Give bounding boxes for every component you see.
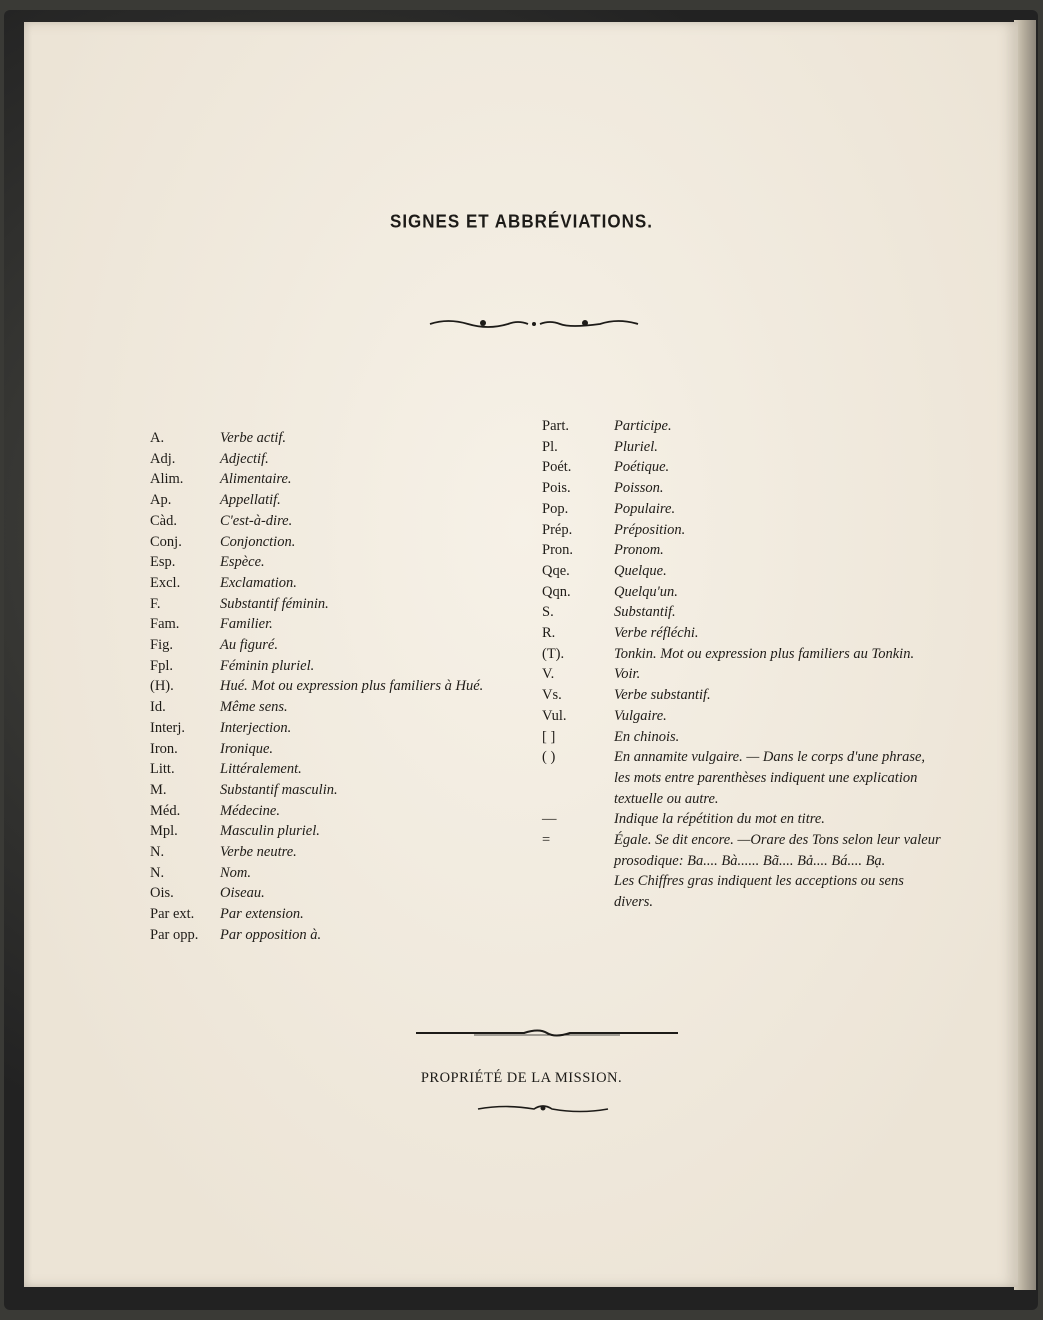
abbreviation-entry xyxy=(542,499,942,520)
definition: Familier. xyxy=(220,616,273,633)
definition: Féminin pluriel. xyxy=(220,657,315,674)
abbreviation-entry xyxy=(542,540,942,561)
definition: Tonkin. Mot ou expression plus familiers au Tonkin. xyxy=(614,645,915,662)
abbreviation-entry xyxy=(542,561,942,582)
abbreviation-entry xyxy=(150,428,520,449)
abbreviation-entry xyxy=(150,739,520,760)
definition: Quelqu'un. xyxy=(614,583,678,600)
abbreviation: Poét. xyxy=(542,459,572,476)
abbreviation-entry xyxy=(542,602,942,623)
abbreviation: Fam. xyxy=(150,616,180,633)
abbreviation: A. xyxy=(150,430,165,446)
abbreviation: Méd. xyxy=(150,802,181,819)
definition: Médecine. xyxy=(220,802,280,819)
abbreviation-entry xyxy=(150,573,520,594)
abbreviation: Pl. xyxy=(542,438,558,455)
abbreviation-entry xyxy=(150,821,520,842)
definition: Pronom. xyxy=(614,542,664,559)
definition: Verbe réfléchi. xyxy=(614,625,699,642)
definition: Ironique. xyxy=(220,740,274,757)
definition: Par extension. xyxy=(220,906,304,923)
abbreviation: Càd. xyxy=(150,512,177,529)
abbreviation-entry xyxy=(150,449,520,470)
abbreviation-entry xyxy=(542,520,942,541)
definition: En annamite vulgaire. — Dans le corps d'une phrase, les mots entre parenthèses indiquent une explication textuelle ou autre. xyxy=(614,749,926,807)
abbreviation-entry xyxy=(150,635,520,656)
abbreviation: (H). xyxy=(150,678,174,695)
abbreviation: (T). xyxy=(542,645,565,662)
abbreviation-entry xyxy=(542,644,942,665)
abbreviation: Par opp. xyxy=(150,926,199,943)
definition: Voir. xyxy=(614,666,641,683)
definition: Poétique. xyxy=(614,459,670,476)
abbreviation-entry xyxy=(150,511,520,532)
definition: Hué. Mot ou expression plus familiers à Hué. xyxy=(220,678,484,695)
definition: Poisson. xyxy=(614,480,664,497)
abbreviation-entry xyxy=(150,614,520,635)
abbreviation-entry xyxy=(150,780,520,801)
definition: Populaire. xyxy=(614,500,676,517)
abbreviation-entry xyxy=(150,532,520,553)
bottom-ornament xyxy=(476,1100,610,1118)
abbreviation: Conj. xyxy=(150,533,182,550)
abbreviation-entry xyxy=(150,656,520,677)
definition: Interjection. xyxy=(220,719,292,736)
abbreviation: ( ) xyxy=(542,749,556,766)
definition: Verbe neutre. xyxy=(220,844,297,861)
abbreviation-entry xyxy=(542,416,942,437)
abbreviation: Adj. xyxy=(150,450,176,467)
abbreviation: Interj. xyxy=(150,719,186,736)
abbreviation-entry xyxy=(150,552,520,573)
abbreviation: — xyxy=(542,811,557,828)
page-title: SIGNES ET ABBRÉVIATIONS. xyxy=(390,211,653,232)
definition: Substantif masculin. xyxy=(220,781,338,798)
abbreviation-entry xyxy=(150,883,520,904)
definition: Les Chiffres gras indiquent les acceptions ou sens divers. xyxy=(614,873,904,911)
abbreviation: Pois. xyxy=(542,480,571,497)
definition: Espèce. xyxy=(220,554,265,571)
definition: Indique la répétition du mot en titre. xyxy=(614,811,825,828)
abbreviation-entry xyxy=(542,582,942,603)
abbreviation-entry xyxy=(150,594,520,615)
abbreviation: Vul. xyxy=(542,707,567,724)
definition: Vulgaire. xyxy=(614,707,667,724)
divider-rule xyxy=(414,1024,680,1042)
footer-property: PROPRIÉTÉ DE LA MISSION. xyxy=(420,1070,623,1086)
definition: Verbe actif. xyxy=(220,430,287,446)
abbreviation: M. xyxy=(150,781,167,798)
abbreviation-entry xyxy=(542,685,942,706)
definition: Substantif. xyxy=(614,604,676,621)
abbreviation: Esp. xyxy=(150,554,176,571)
abbreviation-entry xyxy=(150,676,520,697)
abbreviation: = xyxy=(542,832,551,849)
definition: En chinois. xyxy=(614,728,680,745)
abbreviation: N. xyxy=(150,864,165,881)
abbreviation: [ ] xyxy=(542,728,556,745)
abbreviation: Pron. xyxy=(542,542,574,559)
definition: Par opposition à. xyxy=(220,926,322,943)
abbreviation: V. xyxy=(542,666,555,683)
definition: Alimentaire. xyxy=(220,471,292,488)
abbreviation-entry xyxy=(542,727,942,748)
abbreviation-entry xyxy=(542,706,942,727)
definition: Exclamation. xyxy=(220,574,297,591)
abbreviation: Vs. xyxy=(542,687,562,704)
abbreviation-entry xyxy=(150,759,520,780)
abbreviation: Prép. xyxy=(542,521,573,538)
abbreviation: Par ext. xyxy=(150,906,195,923)
abbreviation: Alim. xyxy=(150,471,184,488)
abbreviation-entry xyxy=(150,925,520,946)
abbreviation-entry xyxy=(150,863,520,884)
definition: Adjectif. xyxy=(220,450,269,467)
abbreviation-entry xyxy=(150,697,520,718)
definition: Participe. xyxy=(614,418,672,434)
definition: Oiseau. xyxy=(220,885,265,902)
abbreviation-entry xyxy=(542,457,942,478)
abbreviation: Pop. xyxy=(542,500,569,517)
definition: Substantif féminin. xyxy=(220,595,329,612)
abbreviation: R. xyxy=(542,625,556,642)
definition: Pluriel. xyxy=(614,438,658,455)
abbreviation: Ap. xyxy=(150,492,172,509)
definition: Au figuré. xyxy=(220,637,278,654)
abbreviation-entry xyxy=(542,478,942,499)
abbreviation: Qqn. xyxy=(542,583,571,600)
abbreviation-entry xyxy=(542,437,942,458)
definition: Appellatif. xyxy=(220,492,281,509)
definition: Nom. xyxy=(220,864,252,881)
abbreviation: Id. xyxy=(150,699,166,716)
abbreviation-entry xyxy=(150,469,520,490)
abbreviation: Qqe. xyxy=(542,562,570,579)
abbreviation-entry xyxy=(542,871,942,912)
abbreviation-entry xyxy=(542,809,942,830)
definition: Préposition. xyxy=(614,521,686,538)
abbreviation: N. xyxy=(150,844,165,861)
abbreviation: Litt. xyxy=(150,761,175,778)
abbreviation: Part. xyxy=(542,418,569,434)
definition: Verbe substantif. xyxy=(614,687,711,704)
abbreviation: Fig. xyxy=(150,637,173,654)
definition: Masculin pluriel. xyxy=(220,823,320,840)
abbreviation-entry xyxy=(150,842,520,863)
abbreviation-entry xyxy=(542,747,942,809)
right-column xyxy=(542,416,942,913)
abbreviation: Iron. xyxy=(150,740,178,757)
abbreviation-entry xyxy=(542,664,942,685)
abbreviation: Mpl. xyxy=(150,823,178,840)
abbreviation-entry xyxy=(150,490,520,511)
abbreviation: S. xyxy=(542,604,554,621)
top-ornament xyxy=(428,314,640,334)
abbreviation: Ois. xyxy=(150,885,174,902)
abbreviation: Excl. xyxy=(150,574,181,591)
abbreviation-entry xyxy=(150,904,520,925)
definition: Littéralement. xyxy=(220,761,302,778)
abbreviation: Fpl. xyxy=(150,657,173,674)
definition: Conjonction. xyxy=(220,533,296,550)
left-column xyxy=(150,428,520,946)
definition: Même sens. xyxy=(220,699,288,716)
abbreviation: F. xyxy=(150,595,161,612)
definition: Quelque. xyxy=(614,562,667,579)
abbreviation-entry xyxy=(542,623,942,644)
abbreviation-entry xyxy=(150,718,520,739)
abbreviation-entry xyxy=(150,801,520,822)
definition: Égale. Se dit encore. —Orare des Tons selon leur valeur prosodique: Ba.... Bà...... Bã.... Bả.... Bá.... Bạ. xyxy=(614,832,941,869)
definition: C'est-à-dire. xyxy=(220,512,293,529)
abbreviation-entry xyxy=(542,830,942,871)
